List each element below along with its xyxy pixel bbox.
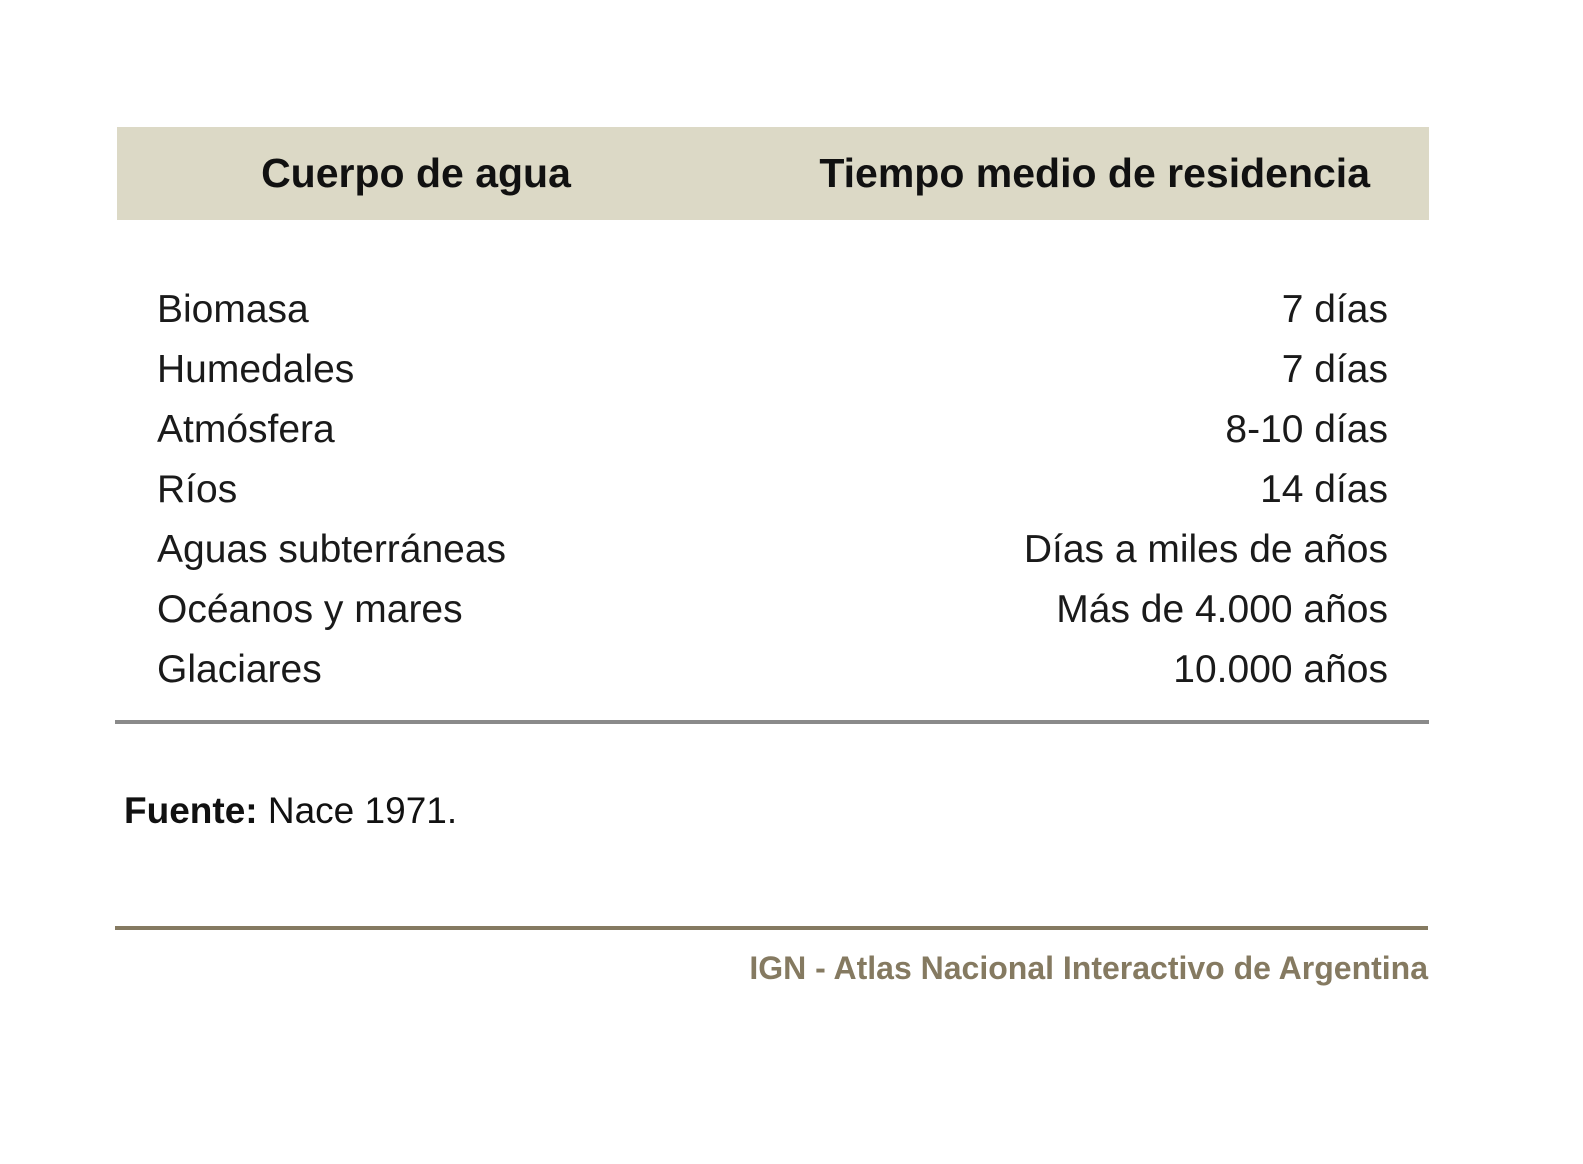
source-note: [124, 786, 457, 836]
cell-residence-time: 10.000 años: [1173, 648, 1388, 691]
table-body: [157, 280, 1388, 700]
table-header: [117, 127, 1429, 220]
column-header-residence-time: Tiempo medio de residencia: [819, 150, 1370, 196]
table-row: [157, 640, 1388, 700]
table-bottom-divider: [115, 720, 1429, 724]
footer-credit: IGN - Atlas Nacional Interactivo de Argentina: [749, 950, 1428, 986]
table-row: [157, 280, 1388, 340]
cell-water-body: Atmósfera: [157, 408, 335, 451]
source-text: Nace 1971.: [257, 790, 458, 831]
table-row: [157, 520, 1388, 580]
table-row: [157, 580, 1388, 640]
cell-water-body: Aguas subterráneas: [157, 528, 507, 571]
cell-water-body: Humedales: [157, 348, 355, 391]
cell-water-body: Ríos: [157, 468, 238, 511]
table-row: [157, 400, 1388, 460]
cell-water-body: Océanos y mares: [157, 588, 463, 631]
table-row: [157, 460, 1388, 520]
cell-residence-time: Días a miles de años: [1023, 528, 1388, 571]
cell-water-body: Biomasa: [157, 288, 309, 331]
cell-water-body: Glaciares: [157, 648, 322, 691]
column-header-water-body: Cuerpo de agua: [261, 150, 571, 196]
cell-residence-time: Más de 4.000 años: [1056, 588, 1388, 631]
cell-residence-time: 7 días: [1281, 288, 1388, 331]
source-label: Fuente:: [124, 790, 258, 831]
table-row: [157, 340, 1388, 400]
footer-divider: [115, 926, 1428, 930]
cell-residence-time: 7 días: [1281, 348, 1388, 391]
cell-residence-time: 14 días: [1260, 468, 1388, 511]
cell-residence-time: 8-10 días: [1225, 408, 1388, 451]
